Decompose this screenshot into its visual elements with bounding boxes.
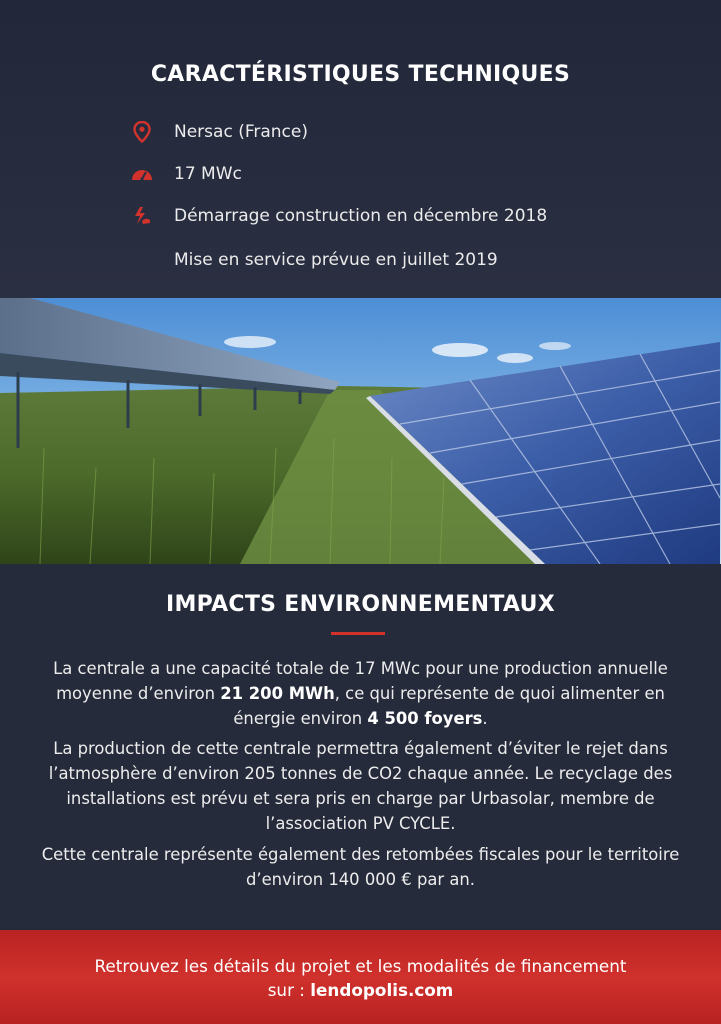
power-gauge-icon [130, 162, 154, 186]
spec-commissioning [130, 246, 498, 274]
footer-text: Retrouvez les détails du projet et les modalités de financement [94, 956, 627, 976]
spec-power [130, 160, 242, 188]
spec-location-text: Nersac (France) [174, 122, 308, 142]
spec-power-text: 17 MWc [174, 164, 242, 184]
lightning-hand-icon [130, 204, 154, 228]
annual-production-value: 21 200 MWh [220, 684, 335, 703]
spec-construction-text: Démarrage construction en décembre 2018 [174, 206, 548, 226]
lendopolis-link[interactable]: lendopolis.com [310, 980, 454, 1000]
households-value: 4 500 foyers [367, 709, 483, 728]
title-divider [331, 632, 385, 635]
spec-commissioning-text: Mise en service prévue en juillet 2019 [174, 250, 498, 270]
spec-location [130, 118, 308, 146]
impacts-paragraph-co2: La production de cette centrale permettra également d’éviter le rejet dans l’atmosphère d’environ 205 tonnes de CO2 chaque année. Le recyclage des installations est prévu et sera pris en charge par Urbasolar, membre de l’association PV CYCLE. [48, 739, 673, 833]
footer-banner: Retrouvez les détails du projet et les modalités de financement sur : lendopolis.com [0, 930, 721, 1024]
impacts-paragraph-capacity: La centrale a une capacité totale de 17 MWc pour une production annuelle moyenne d’environ 21 200 MWh, ce qui représente de quoi alimenter en énergie environ 4 500 foyers. [53, 659, 668, 728]
impacts-title: IMPACTS ENVIRONNEMENTAUX [165, 592, 556, 617]
location-pin-icon [130, 120, 154, 144]
solar-farm-photo [0, 298, 721, 564]
specs-title: CARACTÉRISTIQUES TECHNIQUES [150, 62, 571, 87]
impacts-paragraph-tax: Cette centrale représente également des retombées fiscales pour le territoire d’environ 140 000 € par an. [41, 845, 680, 889]
spec-construction [130, 202, 547, 230]
